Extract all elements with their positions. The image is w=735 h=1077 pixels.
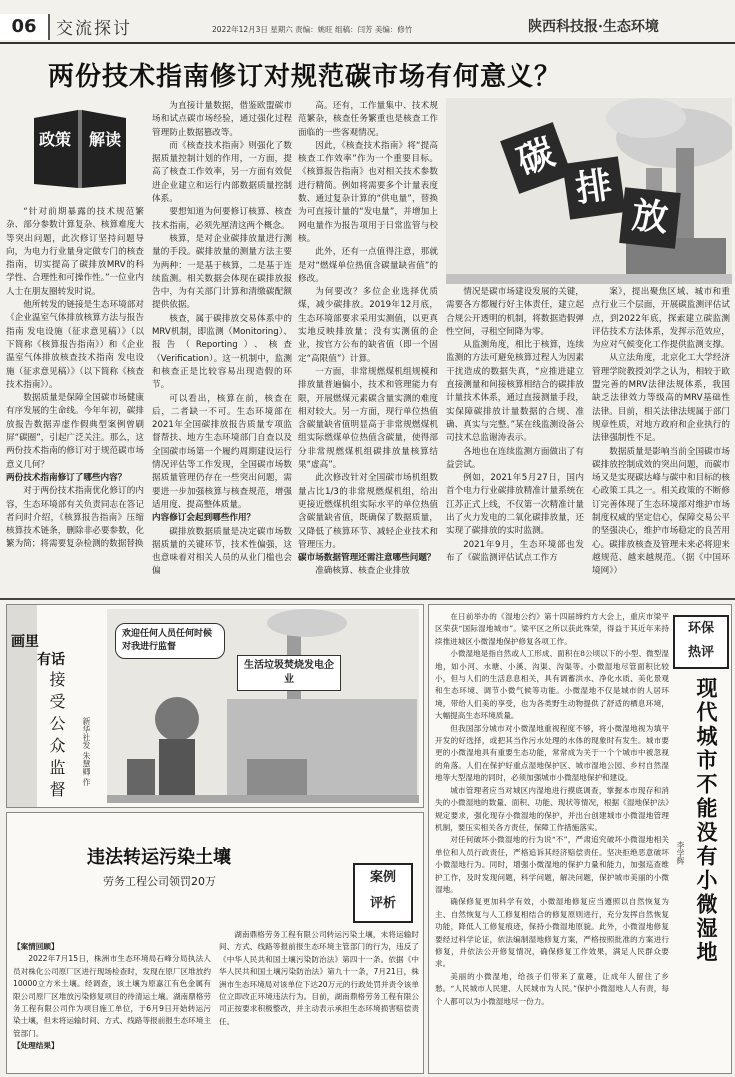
case-review-head: 【案情回顾】 <box>13 942 59 951</box>
paragraph: 2022年7月15日，株洲市生态环境局石峰分局执法人员对株化公司原厂区进行现场检查时，发现在原厂区堆放约10000立方米土壤。经调查，该土壤为原嘉江有色金属有限公司原厂区堆放污染修复项目的待清运土壤。湖南鼎格劳务工程有限公司作为项目施工单位，于6月9日开始转运污染土壤，但未将运输时间、方式、线路等报前报生态环境主管部门。 <box>13 954 211 1038</box>
paragraph: 湖南鼎格劳务工程有限公司转运污染土壤，未将运输时间、方式、线路等报前报生态环境主管部门的行为，违反了《中华人民共和国土壤污染防治法》第四十一条。依据《中华人民共和国土壤污染防治法》第九十一条，7月21日，株洲市生态环境局对该单位下达20万元的行政处罚并责令该单位立即改正环境违法行为。目前，湖南鼎格劳务工程有限公司正按要求积极整改，并主动表示承担生态环境损害赔偿责任。 <box>219 930 419 1026</box>
paragraph: 高。还有，工作量集中、技术规范繁杂，核查任务繁重也是核查工作面临的一些客观情况。 <box>298 101 438 138</box>
paragraph: 准确核算、核查企业排放 <box>315 566 410 577</box>
case-badge <box>353 863 413 923</box>
paragraph: 此外，还有一点值得注意，那就是对“燃煤单位热值含碳量缺省值”的修改。 <box>298 247 438 284</box>
paragraph: 对任何破坏小微湿地的行为说“不”，严肃追究破坏小微湿地相关单位和人员行政责任，严格追诉其经济赔偿责任。坚决拒绝恶意破坏小微湿地行为。同时，增强小微湿地的保护力量和能力，加强巡查维护工作，及时发现问题，科学问题，解决问题，保护城市美丽的小微湿地。 <box>435 835 669 894</box>
paragraph: 为何要改？多位企业选择优质煤，减少碳排放。2019年12月底，生态环境部要求采用实测值，以更真实地反映排放量；没有实测值的企业，按官方公布的缺省值（即一个固定“高限值”）计算。 <box>298 287 438 364</box>
article-col-5 <box>592 286 730 592</box>
cartoon-block <box>6 604 424 808</box>
article-col-4 <box>446 286 584 592</box>
case-badge-word-2: 评析 <box>369 896 396 911</box>
cube-fang: 放 <box>619 187 681 249</box>
paragraph: 例如，2021年5月27日，国内首个电力行业碳排放精准计量系统在江苏正式上线，不仅第一次精准计量出了火力发电的二氧化碳排放量，还实现了碳排放的实时监测。 <box>446 473 584 537</box>
case-block <box>6 812 424 1074</box>
case-col-b <box>219 929 419 1069</box>
newspaper-brand: 陕西科技报·生态环境 <box>528 19 659 35</box>
paragraph: 核查，属于碳排放交易体系中的MRV机制，即监测（Monitoring）、报告（Reporting）、核查（Verification）。这一机制中，监测和核查正是比较容易出现造假的环节。 <box>152 313 292 391</box>
paragraph: 各地也在连续监测方面做出了有益尝试。 <box>446 446 584 470</box>
policy-badge <box>30 104 130 192</box>
article-col-2 <box>152 100 292 592</box>
main-headline: 两份技术指南修订对规范碳市场有何意义？ <box>48 62 562 92</box>
paragraph: 确保修复更加科学有效，小微湿地修复应当遵照以自然恢复为主、自然恢复与人工修复相结合的修复原则进行，充分发挥自然恢复功能，降低人工修复痕迹，保持小微湿地原貌。此外，小微湿地修复要经过科学论证，依法编制湿地修复方案，严格按照批准的方案进行修复，并依法公开修复情况，确保修复工作效果，满足人民群众要求。 <box>435 897 669 969</box>
subheading: 两份技术指南修订了哪些内容？ <box>6 472 127 483</box>
cartoon-illustration <box>107 609 419 803</box>
comment-author: 李学辉 <box>676 841 685 865</box>
paragraph: 城市管理者应当对城区内湿地进行摸底调查，掌握本市现存和消失的小微湿地的数量、面积、功能、现状等情况，根据《湿地保护法》规定要求，强化现存小微湿地的保护，并出台创建城市小微湿地管理机制，要压实相关各方责任，保障工作措施落实。 <box>435 785 669 832</box>
page-number: 06 <box>0 14 50 40</box>
case-title: 违法转运污染土壤 <box>87 847 231 868</box>
subheading: 碳市场数据管理还需注意哪些问题？ <box>298 553 436 564</box>
article-col-3 <box>298 100 438 592</box>
paragraph: 为直接计量数据，借鉴欧盟碳市场和试点碳市场经验，通过强化过程管理防止数据篡改等。 <box>152 101 292 138</box>
paragraph: 在日前举办的《湿地公约》第十四届缔约方大会上，重庆市梁平区荣获“国际湿地城市”。梁平区之所以获此殊荣，得益于其近年来持续推进城区小微湿地保护修复各项工作。 <box>435 612 669 646</box>
section-divider <box>0 598 735 600</box>
cube-pai: 排 <box>562 156 625 219</box>
paragraph: 一方面，非常规燃煤机组规模和排放量普遍偏小，技术和管理能力有限，开展燃煤元素碳含量实测的难度相对较大。另一方面，现行单位热值含碳量缺省值明显高于非常规燃煤机组实际燃煤单位热值含碳量，使得部分非常规燃煤机组碳排放量核算结果“虚高”。 <box>298 366 438 471</box>
section-title: 交流探讨 <box>56 19 132 39</box>
paragraph: “针对前期暴露的技术规范繁杂、部分参数计算复杂、核算难度大等突出问题，此次修订坚持问题导向，为电力行业量身定做专门的核查指南，切实提高了碳排放MRV的科学性、合理性和可操作性。”一位业内人士在朋友圈转发时说。 <box>6 207 144 297</box>
paragraph: 碳排放数据质量是决定碳市场数据质量的关键环节，技术性偏强，这也意味着对相关人员的从业门槛也会偏 <box>152 526 292 577</box>
paragraph: 他所转发的链接是生态环境部对《企业温室气体排放核算方法与报告指南 发电设施（征求意见稿）》（以下简称《核算报告指南》）和《企业温室气体排放核查技术指南 发电设施（征求意见稿）》（以下简称《核查技术指南》）。 <box>6 300 144 390</box>
comment-badge <box>673 615 729 669</box>
paragraph: 此次修改针对全国碳市场机组数量占比1/3的非常规燃煤机组，给出更接近燃煤机组实际水平的单位热值含碳量缺省值，既确保了数据质量，又降低了核算环节、减轻企业技术和管理压力。 <box>298 473 438 550</box>
cartoon-column-name: 有话 <box>37 652 65 668</box>
cartoon-title: 接受公众监督 <box>47 671 66 803</box>
page-header <box>0 0 735 44</box>
paragraph: 2021年9月，生态环境部也发布了《碳监测评估试点工作方 <box>446 539 584 563</box>
case-badge-word-1: 案例 <box>369 870 396 885</box>
cartoon-credit: 新华社发 朱慧卿 作 <box>82 717 91 787</box>
comment-title: 现代城市不能没有小微湿地 <box>694 677 718 965</box>
case-subtitle: 劳务工程公司领罚20万 <box>103 875 216 888</box>
paragraph: 小微湿地是指自然或人工形成、面积在8公顷以下的小型、微型湿地，如小河、水塘、小溪、沟渠、沟渠等。小微湿地尽管面积比较小，但与人们的生活息息相关，具有调蓄洪水、净化水质、美化景观和生态环境、调节小微气候等功能。小微湿地不仅是城市的人居环境，带给人们美的享受，也为各类野生动物提供了舒适的栖息环境，大幅提高生态环境质量。 <box>435 649 669 721</box>
comment-body <box>435 611 669 1067</box>
paragraph: 核算，是对企业碳排放量进行测量的手段。碳排放量的测量方法主要为两种：一是基于核算，二是基于连续监测。相关数据会体现在碳排放报告中，为有关部门计算和清缴碳配额提供依据。 <box>152 233 292 311</box>
issue-meta: 2022年12月3日 星期六 责编：姚旺 组稿：闫芳 美编：修竹 <box>212 25 413 34</box>
paragraph: 而《核查技术指南》则强化了数据质量控制计划的作用，一方面，提高了核查工作效率，另一方面有效促进企业建立和运行内部数据质量控制体系。 <box>152 140 292 205</box>
plant-sign: 生活垃圾焚烧发电企业 <box>237 655 341 691</box>
article-col-1 <box>6 206 144 592</box>
comment-badge-word-2: 热评 <box>687 645 714 660</box>
paragraph: 但我国部分城市对小微湿地重视程度不够，将小微湿地视为填平开发的好选择，或把其当作污水处理的水体的现象时有发生。城市要更的小微湿地具有重要生态功能，常常成为关于一个个城市中被忽视的角落。人们在保护好重点湿地保护区、城市湿地公园、乡村自然湿地等大型湿地的同时，必须加强城市小微湿地保护和建设。 <box>435 723 669 783</box>
subheading: 内容修订会起到哪些作用？ <box>152 513 256 524</box>
cube-tan: 碳 <box>500 122 572 194</box>
paragraph: 数据质量是保障全国碳市场健康有序发展的生命线。今年年初，碳排放报告数据弄虚作假典型案例曾刷屏“碳圈”，引起广泛关注。那么，这两份技术指南的修订对于规范碳市场意义几何？ <box>6 393 144 470</box>
paragraph: 数据质量是影响当前全国碳市场碳排放控制成效的突出问题，而碳市场又是实现碳达峰与碳中和目标的核心政策工具之一。相关政策的不断修订完善体现了生态环境部对维护市场制度权威的坚定信心，保障交易公平的坚强决心，维护市场稳定的良苦用心。碳排放核查及管理未来必将迎来越规范、越来越规范。（据《中国环境网》） <box>592 446 730 577</box>
paragraph: 美丽的小微湿地，给孩子们带来了童趣，让成年人留住了乡愁。“人民城市人民建、人民城市为人民。”保护小微湿地人人有责，每个人都可以为小微湿地尽一份力。 <box>435 971 669 1006</box>
paragraph: 案》，提出聚焦区域、城市和重点行业三个层面，开展碳监测评估试点，到2022年底，探索建立碳监测评估技术方法体系，发挥示范效应，为应对气候变化工作提供监测支撑。 <box>592 287 730 351</box>
speech-bubble: 欢迎任何人员任何时候对我进行监督 <box>115 623 225 659</box>
comment-badge-word-1: 环保 <box>687 621 714 636</box>
paragraph: 可以看出，核算在前，核查在后，二者缺一不可。生态环境部在2021年全国碳排放报告质量专项监督帮扶、地方生态环境部门自查以及全国碳市场第一个履约周期建设运行情况评估等工作发现，全国碳市场数据质量管理仍存在一些突出问题，需要进一步加强核算与核查规范，增强适用度、提高整体质量。 <box>152 393 292 510</box>
paragraph: 因此，《核查技术指南》将“提高核查工作效率”作为一个重要目标。《核算报告指南》也对相关技术参数进行精简。例如将需要多个计量表度数、通过复杂计算的“供电量”，替换为可直接计量的“发电量”，并增加上网电量作为报告项用于日常监管与校核。 <box>298 140 438 244</box>
comment-block <box>428 604 732 1074</box>
cartoon-bar-label: 画里 <box>11 634 39 650</box>
paragraph: 从监测角度，相比于核算，连续监测的方法可避免核算过程人为因素干扰造成的数据失真，“应推进建立直接测量和间接核算相结合的碳排放计量技术体系，通过直接测量手段，实保障碳排放计量数据的合规、准确、真实与完整。”某在线监测设备公司技术总监谢涛表示。 <box>446 340 584 444</box>
case-col-a <box>13 941 211 1069</box>
paragraph: 要想知道为何要修订核算、核查技术指南，必须先厘清这两个概念。 <box>152 207 292 231</box>
paragraph: 对于两份技术指南优化修订的内容，生态环境部有关负责同志在答记者问时介绍，《核算报告指南》压缩核算技术链条，删除非必要参数，化繁为简；将需要复杂检测的数据替换 <box>6 486 144 550</box>
paragraph: 从立法角度，北京化工大学经济管理学院教授刘学之认为，相较于欧盟完善的MRV法律法规体系，我国缺乏法律效力等级高的MRV基础性法律。目前，相关法律法规属于部门规章性质，对地方政府和企业执行的法律强制性不足。 <box>592 353 730 444</box>
paragraph: 情况是碳市场建设发展的关键，需要各方都履行好主体责任，建立起合规公开透明的机制，将数据造假弹性空间，寻租空间降为零。 <box>446 287 584 337</box>
badge-word-interpret: 解读 <box>88 130 121 149</box>
header-rule <box>0 42 735 44</box>
case-result-head: 【处理结果】 <box>13 1041 59 1051</box>
carbon-emission-image <box>446 98 732 284</box>
badge-word-policy: 政策 <box>38 130 71 149</box>
